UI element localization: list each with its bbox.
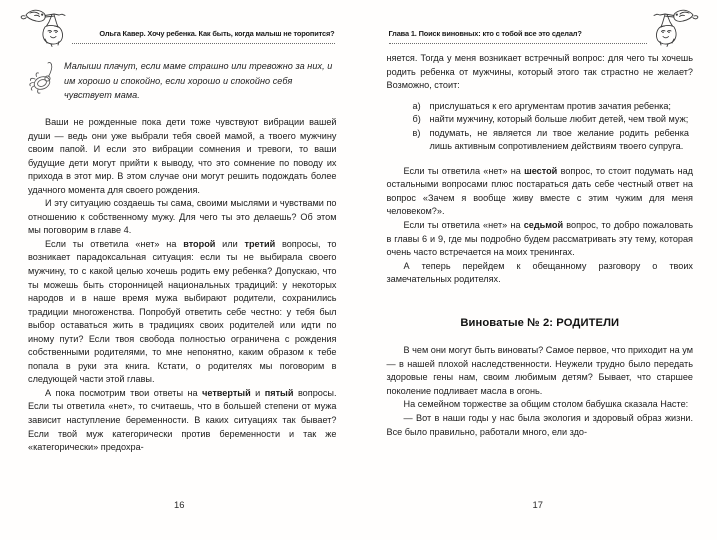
right-body-text [387, 52, 694, 439]
text-run: Если ты ответила «нет» на [403, 165, 525, 176]
list-item-text: подумать, не является ли твое желание родить ребенка лишь активным сопротивлением действиям твоего супруга. [429, 127, 689, 152]
paragraph: — Вот в наши годы у нас была экология и здоровый образ жизни. Все было правильно, работали много, ели здо- [386, 413, 693, 437]
list-marker: а) [412, 100, 421, 111]
paragraph [387, 165, 694, 219]
paragraph [387, 219, 694, 260]
list-marker: в) [412, 127, 421, 138]
right-running-header [387, 0, 694, 52]
epigraph-text: Малыши плачут, если маме страшно или тревожно за них, и им хорошо и спокойно, если хорошо и спокойно себя чувствует мама. [64, 61, 333, 101]
paragraph [28, 238, 337, 387]
paragraph: На семейном торжестве за общим столом бабушка сказала Насте: [403, 399, 689, 410]
text-run: вопросы. Если ты ответила «нет», то считаешь, что в большей степени от мужа зависит наступление беременности. В каких ситуациях так бывает? Если твой муж категорически против беременности и так же «категорически» предохра- [28, 387, 337, 453]
list-item [413, 113, 690, 127]
right-page-number: 17 [532, 499, 543, 510]
right-header-dotted-rule [389, 41, 648, 44]
left-header-dotted-rule [72, 41, 335, 44]
text-run: Если ты ответила «нет» на [45, 238, 184, 249]
list-item-text: прислушаться к его аргументам против зачатия ребенка; [429, 100, 671, 111]
paragraph: А теперь перейдем к обещанному разговору о твоих замечательных родителях. [386, 260, 693, 285]
list-item-text: найти мужчину, который больше любит детей, чем твой муж; [429, 114, 689, 125]
right-page [359, 0, 717, 540]
list-item [413, 100, 690, 114]
bold-run: пятый [264, 387, 294, 398]
right-running-head-text: Глава 1. Поиск виновных: кто с тобой все это сделал? [388, 29, 582, 38]
text-run: Если ты ответила «нет» на [403, 220, 524, 231]
epigraph-block [28, 59, 337, 103]
bold-run: седьмой [523, 220, 564, 231]
bold-run: третий [244, 238, 276, 249]
lettered-list [387, 100, 694, 154]
paragraph: В чем они могут быть виноваты? Самое первое, что приходит на ум — в нашей плохой наследственности. Неужели трудно было передать здоровые гены нам, своим любимым детям? Бывает, что старшее поколение подливает масла в огонь. [386, 345, 693, 396]
left-body-text [28, 116, 337, 455]
paragraph: няется. Тогда у меня возникает встречный вопрос: для чего ты хочешь родить ребенка от мужчины, который этого так страстно не желает? Возможно, стоит: [386, 53, 693, 91]
text-run: вопрос, то добро пожаловать в главы 6 и 9, где мы подробно будем рассматривать эту тему, которая очень часто встречается на моих тренингах. [386, 220, 693, 258]
bold-run: второй [183, 238, 216, 249]
bold-run: четвертый [202, 387, 251, 398]
left-running-head-text: Ольга Кавер. Хочу ребенка. Как быть, когда малыш не торопится? [99, 29, 335, 38]
paragraph: Ваши не рожденные пока дети тоже чувствуют вибрации вашей души — ведь они уже выбрали тебя своей мамой, а твоего мужчину своим папой. И если это вибрации сомнения и тревоги, то ваши будущие дети могут прийти к выводу, что это сомнение по поводу их прихода в этот мир. В этом случае они могут решить подождать более удачного момента для своего рождения. [28, 117, 337, 195]
pacifier-icon [25, 57, 67, 99]
paragraph [28, 387, 337, 455]
left-running-header [28, 0, 337, 52]
text-run: вопросы, то возникает парадоксальная ситуация: если ты не выбирала своего мужчину, то с какой целью хочешь родить ему ребенка? Допускаю, что ты можешь быть сторонницей национальных традиций: у некоторых народов и в наше время мужа выбирают родители, сохранились традиции многоженства. Попробуй ответить себе честно: у тебя был выбор оставаться жить в традициях своих родителей или идти по иному пути? Если твоя свобода полностью ограничена с рождения собственными родителями, то мне непонятно, каким образом к тебе попала в руки эта книга. Кстати, о родителях мы поговорим в следующей части этой главы. [28, 238, 337, 385]
text-run: А пока посмотрим твои ответы на [45, 387, 203, 398]
list-item [413, 127, 690, 154]
bold-run: шестой [524, 165, 558, 176]
text-run: вопрос, то стоит подумать над остальными вопросами плюс постараться дать себе честный ответ на вопрос «Зачем я вообще живу вместе с этим чужим для меня человеком?». [386, 165, 693, 217]
list-marker: б) [412, 114, 421, 125]
left-page-number: 16 [174, 499, 185, 510]
section-heading: Виноватые № 2: РОДИТЕЛИ [460, 316, 620, 329]
text-run: или [215, 238, 245, 249]
text-run: и [250, 387, 265, 398]
paragraph: И эту ситуацию создаешь ты сама, своими мыслями и чувствами по отношению к собственному мужу. Для чего ты это делаешь? Об этом мы поговорим в главе 4. [28, 198, 337, 236]
